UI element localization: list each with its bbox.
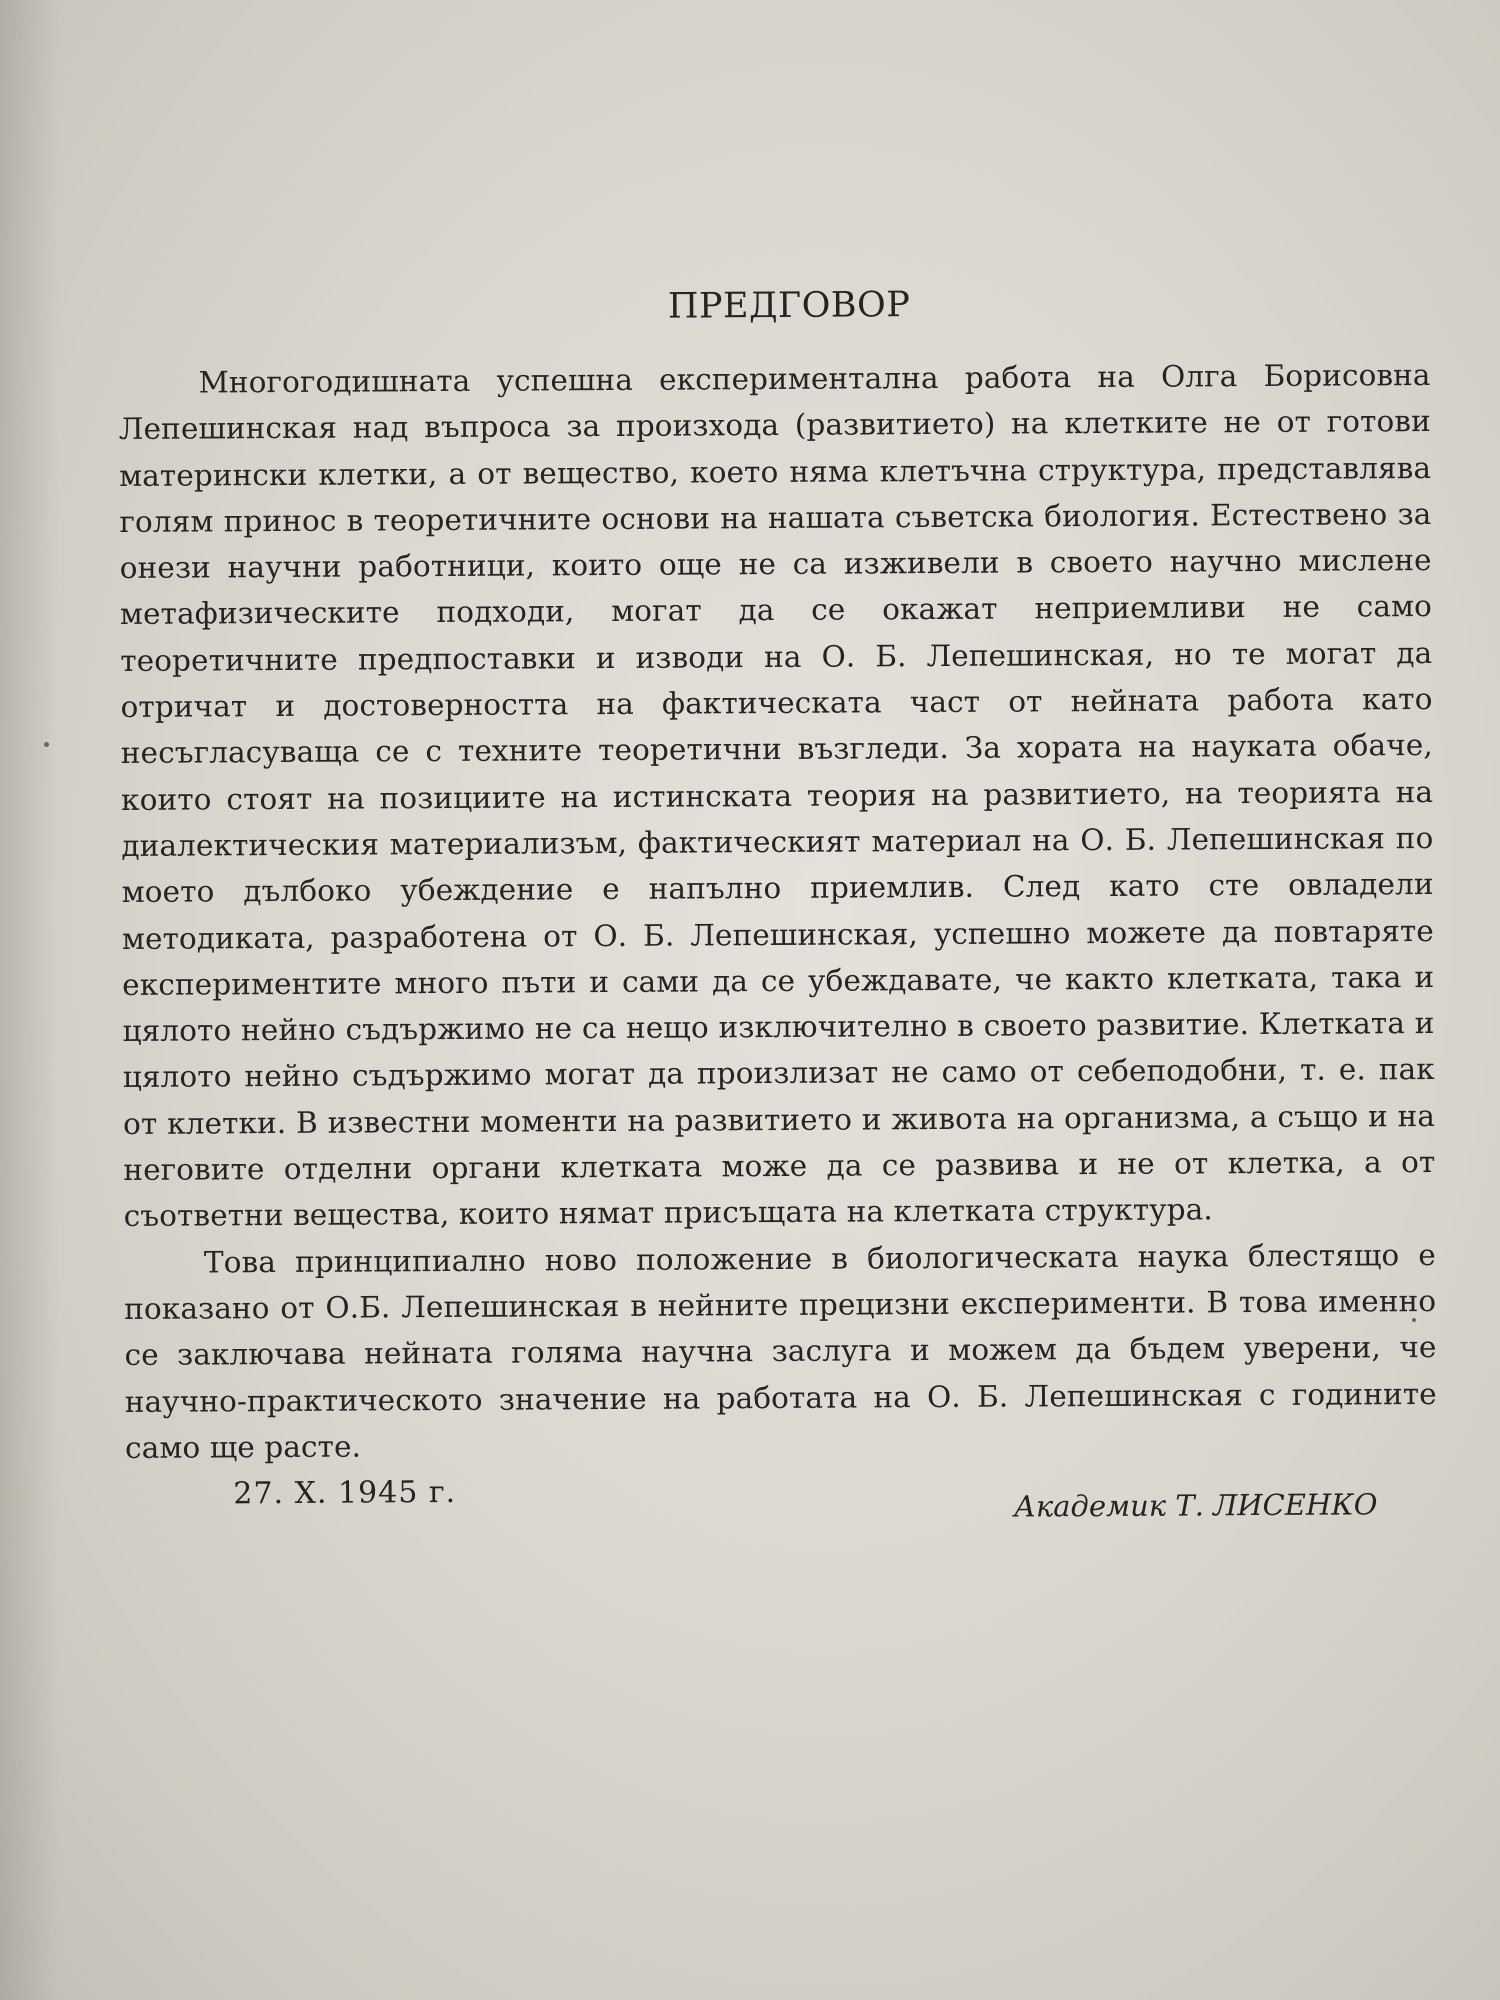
author-signature: Академик Т. ЛИСЕНКО [1013,1487,1378,1524]
page-title: ПРЕДГОВОР [667,285,911,327]
date-line: 27. X. 1945 г. [233,1475,457,1512]
page-footer [125,1469,1437,1537]
paragraph-2: Това принципиално ново положение в биологическата наука блестящо е показано от О.Б. Лепешинская в нейните прецизни експерименти. В това именно се заключава нейната голяма научна заслуга и можем да бъдем уверени, че научно-практическото значение на работата на О. Б. Лепешинская с годините само ще расте. [124,1237,1437,1465]
page-content [118,282,1438,1537]
paragraph-1: Многогодишната успешна експериментална работа на Олга Борисовна Лепешинская над въпроса за произхода (развитието) на клетките не от готови матерински клетки, а от вещество, което няма клетъчна структура, представлява голям принос в теоретичните основи на нашата съветска биология. Естествено за онези научни работници, които още не са изживели в своето научно мислене метафизическите подходи, могат да се окажат неприемливи не само теоретичните предпоставки и изводи на О. Б. Лепешинская, но те могат да отричат и достоверността на фактическата част от нейната работа като несъгласуваща се с техните теоретични възгледи. За хората на науката обаче, които стоят на позициите на истинската теория на развитието, на теорията на диалектическия материализъм, фактическият материал на О. Б. Лепешинская по моето дълбоко убеждение е напълно приемлив. След като сте овладели методиката, разработена от О. Б. Лепешинская, успешно можете да повтаряте експериментите много пъти и сами да се убеждавате, че както клетката, така и цялото нейно съдържимо не са нещо изключително в своето развитие. Клетката и цялото нейно съдържимо могат да произлизат не само от себеподобни, т. е. пак от клетки. В известни моменти на развитието и живота на организма, а също и на неговите отделни органи клетката може да се развива и не от клетка, а от съответни вещества, които нямат присъщата на клетката структура. [118,357,1436,1234]
paper-speck [44,742,49,747]
